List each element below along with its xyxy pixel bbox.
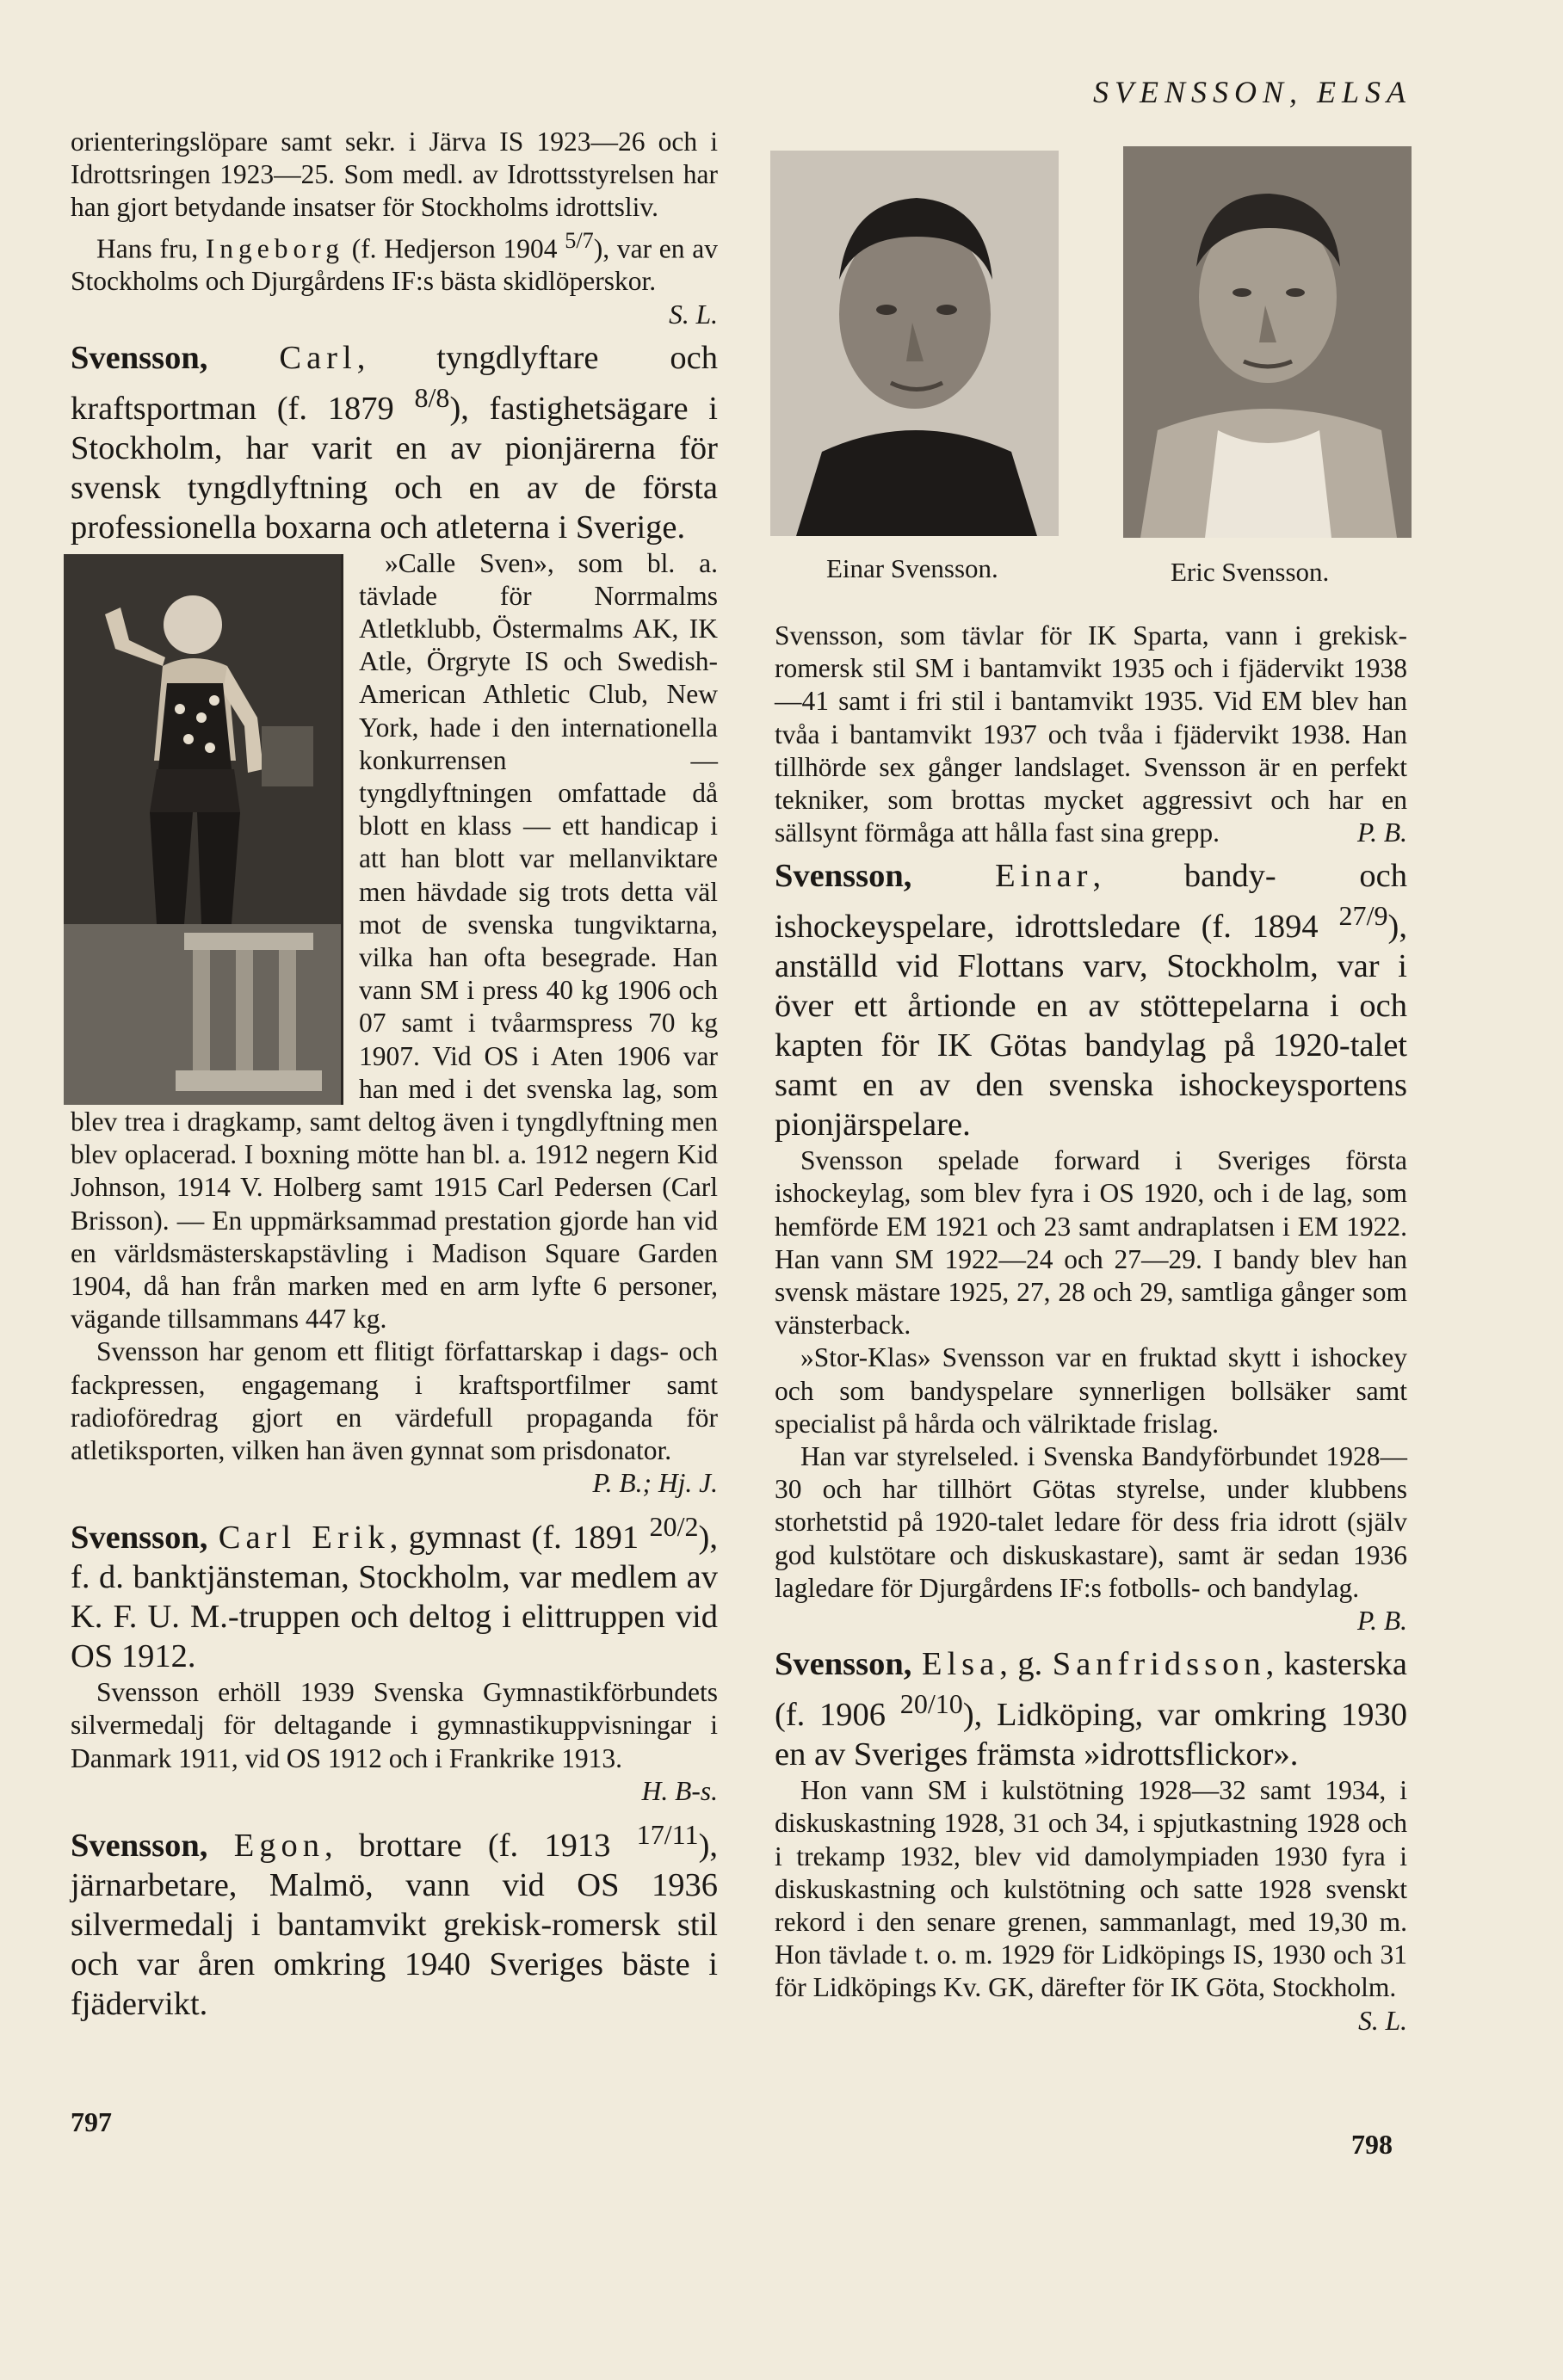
entry-einar-first: Einar [995, 858, 1093, 895]
einar-signature: P. B. [1356, 1606, 1407, 1637]
page-number-left: 797 [71, 2106, 112, 2137]
entry-carl-first: Carl [279, 339, 357, 376]
eric-signature: P. B. [1356, 817, 1407, 848]
eric-portrait-image [1123, 146, 1412, 538]
right-column [775, 620, 1407, 2038]
entry-carl-erik-signature: H. B-s. [641, 1775, 718, 1806]
intro-entry [71, 126, 718, 331]
entry-egon-headline: Svensson, Egon, brottare (f. 1913 $^{17/11}$), järnarbetare, Malmö, vann vid OS 1936 silvermedalj i bantamvikt grekisk-romersk stil och var åren omkring 1940 Sveriges bäste i fjädervikt. [71, 1819, 719, 2022]
entry-einar-headline: Svensson, Einar, bandy- och ishockeyspelare, idrottsledare (f. 1894 $^{27/9}$), anställd vid Flottans varv, Stockholm, var i över ett årtionde en av stöttepelarna i och kapten för IK Götas bandylag på 1920-talet samt en av den svenska ishockeysportens pionjärspelare. [775, 858, 1408, 1144]
running-head: SVENSSON, ELSA [1092, 75, 1412, 109]
egon-birthdate: 17/11 [636, 1819, 699, 1851]
einar-svensson-photo [770, 151, 1059, 536]
eric-caption: Eric Svensson. [1171, 557, 1330, 587]
einar-portrait-image [770, 151, 1059, 536]
einar-caption: Einar Svensson. [826, 553, 998, 583]
carl-svensson-photo [64, 554, 343, 1105]
page-number-right: 798 [1351, 2129, 1393, 2160]
wife-birthdate: 5/7 [565, 227, 594, 253]
einar-birthdate: 27/9 [1338, 900, 1388, 932]
entry-elsa-headline: Svensson, Elsa, g. Sanfridsson, kasterska (f. 1906 $^{20/10}$), Lidköping, var omkring 1930 en av Sveriges främsta »idrottsflickor». [775, 1646, 1408, 1773]
entry-einar-body: Svensson spelade forward i Sveriges första ishockeylag, som blev fyra i OS 1920, och i de lag, som hemförde EM 1921 och 23 samt andraplatsen i EM 1922. Han vann SM 1922—24 och 27—29. I bandy blev han svensk mästare 1925, 27, 28 och 29, samtliga gånger som vänsterback. »Stor-Klas» Svensson var en fruktad skytt i ishockey och som bandyspelare synnerligen bollsäker samt specialist på hårda och välriktade frislag. Han var styrelseled. i Svenska Bandyförbundet 1928—30 och har tillhört Götas styrelse, under klubbens storhetstid på 1920-talet ledare för dess fria idrott (själv god kulstötare och diskuskastare), samt är sedan 1936 lagledare för Djurgårdens IF:s fotbolls- och bandylag. P. B. [775, 1144, 1407, 1637]
carl-erik-birthdate: 20/2 [649, 1511, 699, 1543]
entry-carl-erik-first: Carl Erik [218, 1520, 390, 1557]
wife-name: Ingeborg [205, 233, 344, 264]
eric-svensson-photo [1123, 146, 1412, 538]
entry-carl-body: »Calle Sven», som bl. a. tävlade för Norrmalms Atletklubb, Östermalms AK, IK Atle, Örgryte IS och Swedish-American Athletic Club, New York, hade i den internationella konkurrensen — tyngdlyftningen omfattade då blott en klass — ett handicap i att han blott var mellanviktare men hävdade sig trots detta väl mot de svenska tungviktarna, vilka han ofta besegrade. Han vann SM i press 40 kg 1906 och 07 samt i tvåarmspress 70 kg 1907. Vid OS i Aten 1906 var han med i det svenska lag, som blev trea i dragkamp, samt deltog även i tyngdlyftning men blev oplacerad. I boxning mötte han bl. a. 1912 negern Kid Johnson, 1914 V. Holberg samt 1915 Carl Pedersen (Carl Brisson). — En uppmärksammad prestation gjorde han vid en världsmästerskapstävling i Madison Square Garden 1904, då han från marken med en arm lyfte 6 personer, vägande tillsammans 447 kg. Svensson har genom ett flitigt författarskap i dags- och fackpressen, engagemang i kraftsportfilmer samt radioföredrag gjort en värdefull propaganda för atletiksporten, vilken han även gynnat som prisdonator. P. B.; Hj. J. [71, 547, 718, 1501]
entry-carl-erik-headline: Svensson, Carl Erik, gymnast (f. 1891 $^{20/2}$), f. d. banktjänsteman, Stockholm, var medlem av K. F. U. M.-truppen och deltog i elittruppen vid OS 1912. [71, 1511, 718, 1675]
entry-carl-signature: P. B.; Hj. J. [592, 1468, 718, 1499]
eric-entry-body: Svensson, som tävlar för IK Sparta, vann i grekisk-romersk stil SM i bantamvikt 1935 och i fjädervikt 1938—41 samt i fri stil i bantamvikt 1935. Vid EM blev han tvåa i bantamvikt 1937 och tvåa i fjädervikt 1938. Han tillhörde sex gånger landslaget. Svensson är en perfekt tekniker, som brottas mycket aggressivt och har en sällsynt förmåga att hålla fast sina grepp. P. B. [775, 620, 1407, 849]
entry-elsa-first: Elsa [921, 1646, 1000, 1683]
elsa-birthdate: 20/10 [899, 1688, 963, 1720]
entry-carl-headline: Svensson, Carl, tyngdlyftare och kraftsportman (f. 1879 $^{8/8}$), fastighetsägare i Stockholm, har varit en av pionjärerna för svensk tyngdlyftning och en av de första professionella boxarna och atleterna i Sverige. [71, 339, 718, 546]
entry-elsa-body: Hon vann SM i kulstötning 1928—32 samt 1934, i diskuskastning 1928, 31 och 34, i spjutkastning 1928 och i trekamp 1932, blev vid damolympiaden 1930 fyra i diskuskastning och kulstötning och satte 1928 svenskt rekord i den senare grenen, sammanlagt, med 19,30 m. Hon tävlade t. o. m. 1929 för Lidköpings IS, 1930 och 31 för Lidköpings Kv. GK, därefter för IK Göta, Stockholm. S. L. [775, 1774, 1407, 2038]
left-column [71, 126, 718, 2024]
strongman-image [64, 554, 341, 1105]
entry-elsa-married-name: Sanfridsson [1052, 1646, 1266, 1683]
intro-wife: Hans fru, Ingeborg (f. Hedjerson 1904 $^{5/7}$), var en av Stockholms och Djurgårdens IF:s bästa skidlöperskor. S. L. [71, 225, 718, 299]
carl-birthdate: 8/8 [414, 381, 450, 413]
entry-carl-body2: Svensson har genom ett flitigt författarskap i dags- och fackpressen, engagemang i kraftsportfilmer samt radioföredrag gjort en värdefull propaganda för atletiksporten, vilken han även gynnat som prisdonator. [71, 1336, 718, 1466]
elsa-signature: S. L. [1358, 2005, 1407, 2036]
entry-carl-erik-body: Svensson erhöll 1939 Svenska Gymnastikförbundets silvermedalj för deltagande i gymnastikuppvisningar i Danmark 1911, vid OS 1912 och i Frankrike 1913. H. B-s. [71, 1676, 718, 1808]
intro-text: orienteringslöpare samt sekr. i Järva IS 1923—26 och i Idrottsringen 1923—25. Som medl. av Idrottsstyrelsen har han gjort betydande insatser för Stockholms idrottsliv. [71, 126, 718, 223]
entry-egon-first: Egon [233, 1827, 324, 1864]
intro-signature: S. L. [669, 299, 718, 330]
